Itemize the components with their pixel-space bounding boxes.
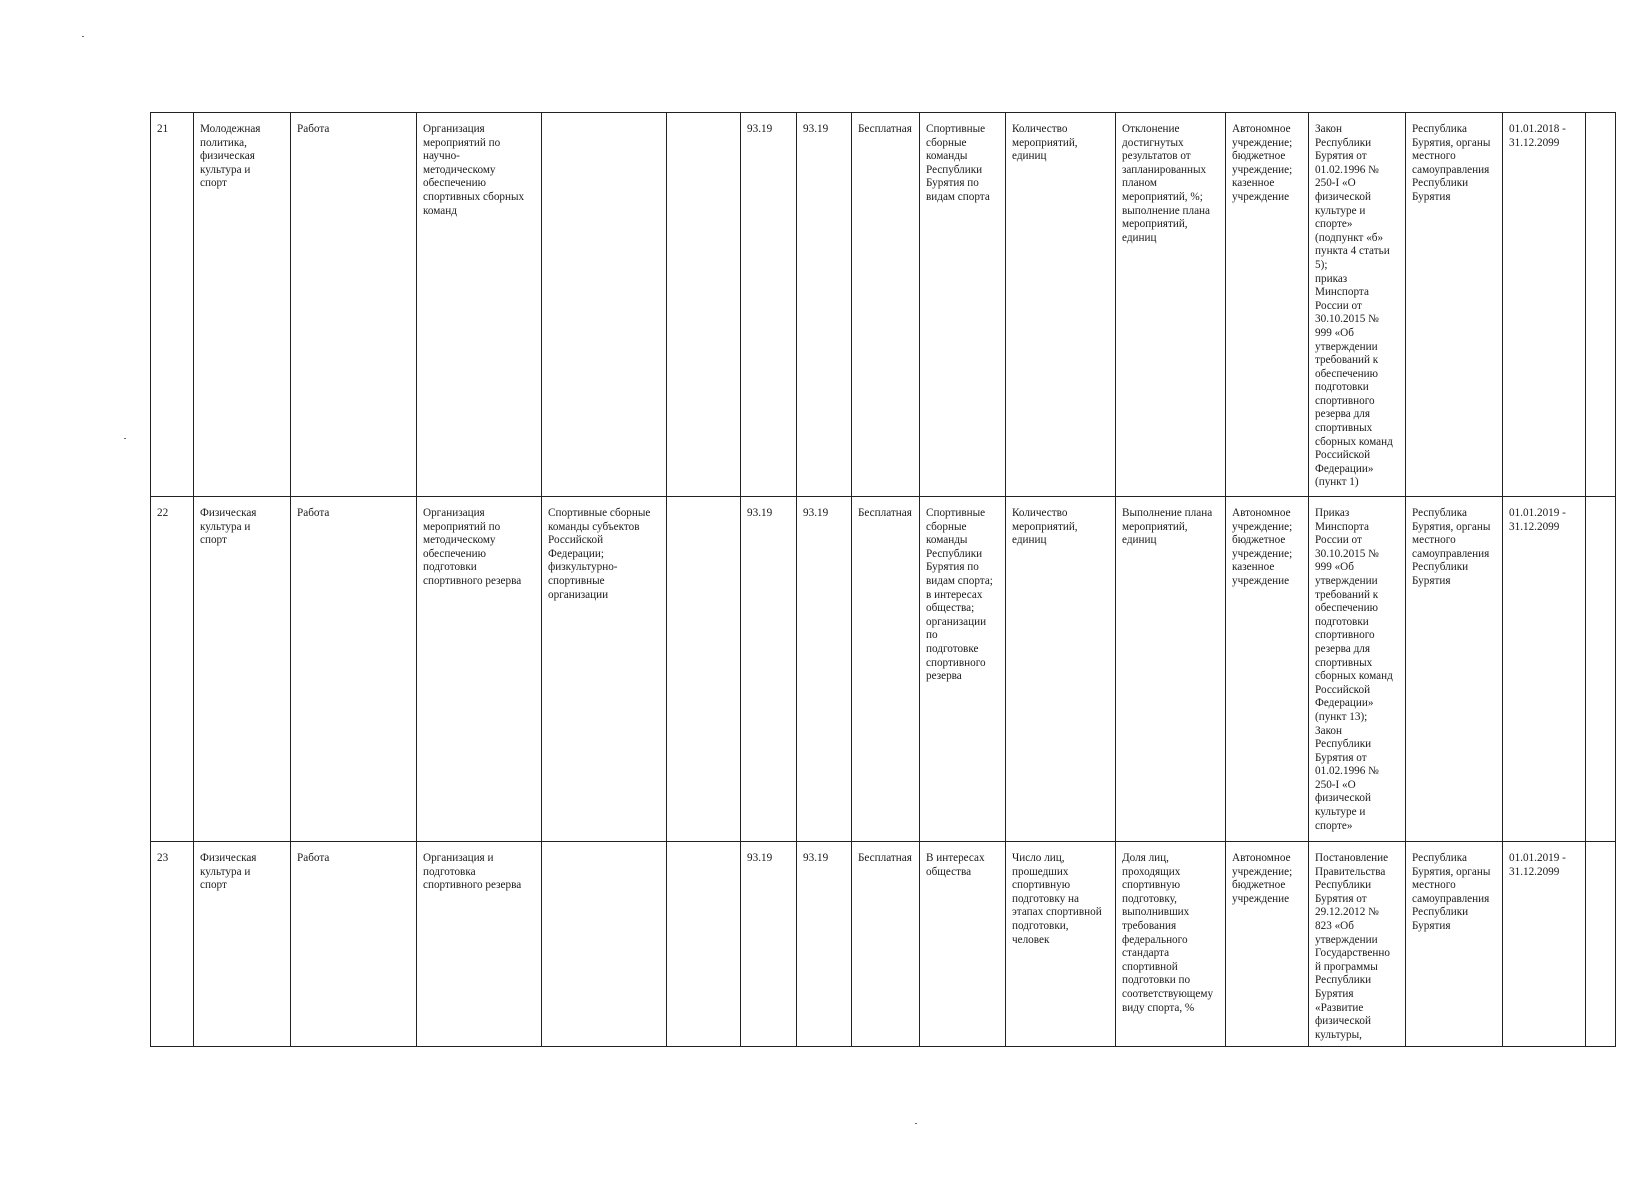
extra-cell [1586,497,1616,842]
service-name-cell: Организация и подготовка спортивного резерва [417,842,542,1047]
volume-indicator-cell: Количество мероприятий, единиц [1006,497,1116,842]
consumer-category-cell: Спортивные сборные команды Республики Бурятия по видам спорта; в интересах общества; организации по подготовке спортивного резерва [920,497,1006,842]
okpd-code-cell: 93.19 [797,497,852,842]
empty-cell [667,497,741,842]
services-registry-table [150,112,1616,1047]
row-number: 23 [151,842,194,1047]
okved-code-cell: 93.19 [741,842,797,1047]
row-number: 22 [151,497,194,842]
consumers-cell [542,113,667,497]
quality-indicator-cell: Выполнение плана мероприятий, единиц [1116,497,1226,842]
payment-type-cell: Бесплатная [852,842,920,1047]
payment-type-cell: Бесплатная [852,113,920,497]
activity-field-cell: Физическая культура и спорт [194,497,291,842]
activity-field-cell: Физическая культура и спорт [194,842,291,1047]
scan-artifact [82,36,84,37]
scan-artifact [915,1123,917,1124]
service-type-cell: Работа [291,497,417,842]
institution-type-cell: Автономное учреждение; бюджетное учреждение; казенное учреждение [1226,113,1309,497]
service-type-cell: Работа [291,113,417,497]
quality-indicator-cell: Доля лиц, проходящих спортивную подготовку, выполнивших требования федерального стандарта спортивной подготовки по соответствующему виду спорта, % [1116,842,1226,1047]
extra-cell [1586,113,1616,497]
legal-basis-cell: Приказ Минспорта России от 30.10.2015 № 999 «Об утверждении требований к обеспечению подготовки спортивного резерва для спортивных сборных команд Российской Федерации» (пункт 13); Закон Республики Бурятия от 01.02.1996 № 250-I «О физической культуре и спорте» [1309,497,1406,842]
extra-cell [1586,842,1616,1047]
empty-cell [667,113,741,497]
table-row [151,113,1616,497]
table-row [151,497,1616,842]
authority-cell: Республика Бурятия, органы местного самоуправления Республики Бурятия [1406,842,1503,1047]
consumers-cell: Спортивные сборные команды субъектов Российской Федерации; физкультурно- спортивные организации [542,497,667,842]
volume-indicator-cell: Число лиц, прошедших спортивную подготовку на этапах спортивной подготовки, человек [1006,842,1116,1047]
volume-indicator-cell: Количество мероприятий, единиц [1006,113,1116,497]
service-type-cell: Работа [291,842,417,1047]
quality-indicator-cell: Отклонение достигнутых результатов от запланированных планом мероприятий, %; выполнение плана мероприятий, единиц [1116,113,1226,497]
okpd-code-cell: 93.19 [797,842,852,1047]
okved-code-cell: 93.19 [741,497,797,842]
activity-field-cell: Молодежная политика, физическая культура и спорт [194,113,291,497]
scan-artifact [124,438,126,439]
okpd-code-cell: 93.19 [797,113,852,497]
payment-type-cell: Бесплатная [852,497,920,842]
legal-basis-cell: Постановление Правительства Республики Бурятия от 29.12.2012 № 823 «Об утверждении Государственно й программы Республики Бурятия «Развитие физической культуры, [1309,842,1406,1047]
consumer-category-cell: Спортивные сборные команды Республики Бурятия по видам спорта [920,113,1006,497]
institution-type-cell: Автономное учреждение; бюджетное учреждение; казенное учреждение [1226,497,1309,842]
table-row [151,842,1616,1047]
authority-cell: Республика Бурятия, органы местного самоуправления Республики Бурятия [1406,113,1503,497]
validity-period-cell: 01.01.2018 - 31.12.2099 [1503,113,1586,497]
row-number: 21 [151,113,194,497]
consumer-category-cell: В интересах общества [920,842,1006,1047]
consumers-cell [542,842,667,1047]
institution-type-cell: Автономное учреждение; бюджетное учреждение [1226,842,1309,1047]
validity-period-cell: 01.01.2019 - 31.12.2099 [1503,842,1586,1047]
service-name-cell: Организация мероприятий по научно- методическому обеспечению спортивных сборных команд [417,113,542,497]
empty-cell [667,842,741,1047]
service-name-cell: Организация мероприятий по методическому обеспечению подготовки спортивного резерва [417,497,542,842]
validity-period-cell: 01.01.2019 - 31.12.2099 [1503,497,1586,842]
legal-basis-cell: Закон Республики Бурятия от 01.02.1996 № 250-I «О физической культуре и спорте» (подпункт «б» пункта 4 статьи 5); приказ Минспорта России от 30.10.2015 № 999 «Об утверждении требований к обеспечению подготовки спортивного резерва для спортивных сборных команд Российской Федерации» (пункт 1) [1309,113,1406,497]
authority-cell: Республика Бурятия, органы местного самоуправления Республики Бурятия [1406,497,1503,842]
okved-code-cell: 93.19 [741,113,797,497]
